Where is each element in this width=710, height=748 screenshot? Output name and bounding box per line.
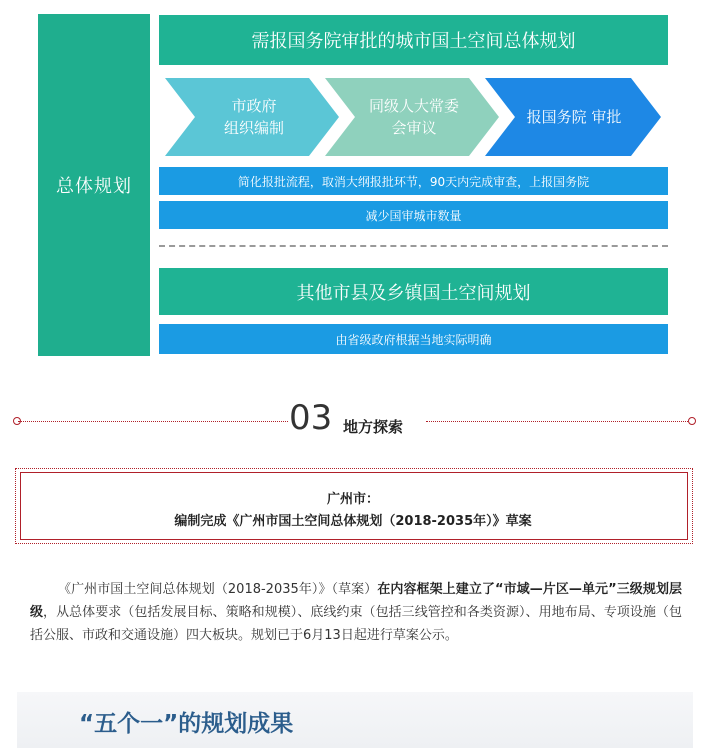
step-1-label (189, 78, 319, 156)
framebox-city: 广州市： (326, 492, 379, 507)
framebox-headline: 编制完成《广州市国土空间总体规划（2018-2035年）》草案 (174, 514, 532, 529)
overall-planning-label: 总体规划 (38, 14, 150, 356)
provincial-note: 由省级政府根据当地实际明确 (159, 324, 668, 354)
paragraph-highlight: 在内容框架上建立了“市域—片区—单元”三级规划层级 (30, 582, 683, 620)
section-title: 地方探索 (343, 418, 404, 436)
step-2-line2: 会审议 (391, 119, 437, 137)
heading-line-left (18, 421, 288, 422)
paragraph-rest: ，从总体要求（包括发展目标、策略和规模）、底线约束（包括三线管控和各类资源）、用地布局、专项设施（包括公服、市政和交通设施）四大板块。规划已于6月13日起进行草案公示。 (30, 605, 682, 643)
dashed-divider (159, 245, 668, 247)
step-2-label (349, 78, 479, 156)
approval-process-chevrons (159, 78, 668, 156)
state-council-planning-band: 需报国务院审批的城市国土空间总体规划 (159, 15, 668, 65)
step-1-line2: 组织编制 (223, 119, 284, 137)
step-3-line1: 报国务院 审批 (526, 108, 622, 126)
step-2-line1: 同级人大常委 (368, 97, 459, 115)
step-3-label (509, 78, 639, 156)
step-1-line1: 市政府 (231, 97, 277, 115)
section-number: 03 (289, 398, 333, 438)
heading-line-right (426, 421, 690, 422)
reduce-cities-note: 减少国审城市数量 (159, 201, 668, 229)
paragraph-intro: 《广州市国土空间总体规划（2018-2035年）》（草案） (58, 582, 378, 597)
simplify-approval-note: 简化报批流程，取消大纲报批环节，90天内完成审查，上报国务院 (159, 167, 668, 195)
other-planning-band: 其他市县及乡镇国土空间规划 (159, 268, 668, 315)
five-one-heading: “五个一”的规划成果 (79, 711, 294, 737)
heading-line-end-right (688, 417, 696, 425)
body-paragraph (30, 578, 682, 647)
